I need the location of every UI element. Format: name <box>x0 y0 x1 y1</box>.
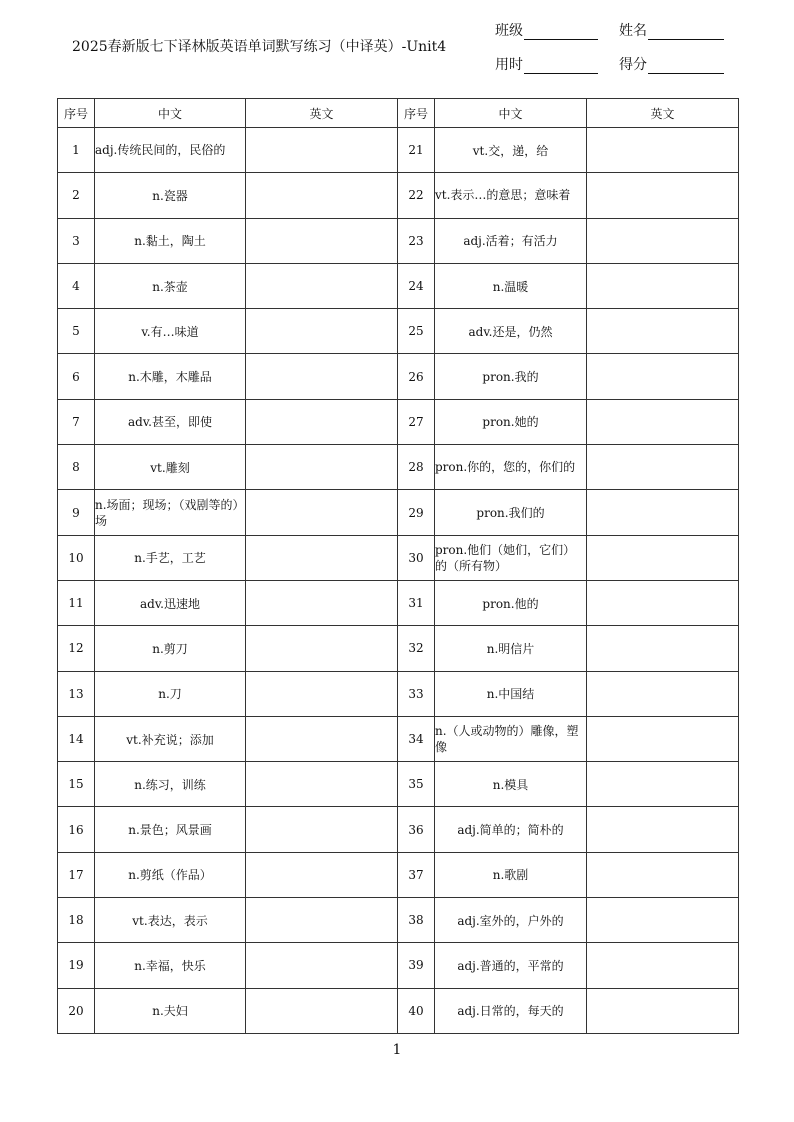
score-field[interactable] <box>619 54 724 74</box>
class-label: 班级 <box>495 23 523 39</box>
english-answer-cell[interactable] <box>587 490 739 535</box>
table-row <box>58 354 739 399</box>
chinese-meaning-cell: pron.我们的 <box>435 490 587 535</box>
number-cell: 21 <box>398 128 435 173</box>
number-cell: 34 <box>398 716 435 761</box>
chinese-meaning-cell: vt.表示…的意思；意味着 <box>435 173 587 218</box>
number-cell: 18 <box>58 898 95 943</box>
number-cell: 37 <box>398 852 435 897</box>
english-answer-cell[interactable] <box>246 762 398 807</box>
number-cell: 38 <box>398 898 435 943</box>
chinese-meaning-cell: n.模具 <box>435 762 587 807</box>
number-cell: 30 <box>398 535 435 580</box>
chinese-meaning-cell: pron.我的 <box>435 354 587 399</box>
header-chinese-left: 中文 <box>95 99 246 128</box>
chinese-meaning-cell: pron.他的 <box>435 580 587 625</box>
table-row <box>58 173 739 218</box>
table-row <box>58 580 739 625</box>
english-answer-cell[interactable] <box>587 354 739 399</box>
table-header-row <box>58 99 739 128</box>
table-row <box>58 399 739 444</box>
chinese-meaning-cell: n.刀 <box>95 671 246 716</box>
chinese-meaning-cell: n.瓷器 <box>95 173 246 218</box>
chinese-meaning-cell: n.剪纸（作品） <box>95 852 246 897</box>
number-cell: 1 <box>58 128 95 173</box>
english-answer-cell[interactable] <box>587 988 739 1033</box>
number-cell: 20 <box>58 988 95 1033</box>
score-label: 得分 <box>619 57 647 73</box>
vocabulary-table <box>57 98 739 1034</box>
english-answer-cell[interactable] <box>246 807 398 852</box>
table-row <box>58 626 739 671</box>
english-answer-cell[interactable] <box>246 490 398 535</box>
english-answer-cell[interactable] <box>246 852 398 897</box>
number-cell: 15 <box>58 762 95 807</box>
table-row <box>58 535 739 580</box>
chinese-meaning-cell: adj.日常的，每天的 <box>435 988 587 1033</box>
number-cell: 7 <box>58 399 95 444</box>
english-answer-cell[interactable] <box>587 218 739 263</box>
chinese-meaning-cell: adv.还是，仍然 <box>435 309 587 354</box>
english-answer-cell[interactable] <box>587 716 739 761</box>
chinese-meaning-cell: n.剪刀 <box>95 626 246 671</box>
chinese-meaning-cell: v.有…味道 <box>95 309 246 354</box>
number-cell: 23 <box>398 218 435 263</box>
table-row <box>58 263 739 308</box>
header-chinese-right: 中文 <box>435 99 587 128</box>
chinese-meaning-cell: adv.迅速地 <box>95 580 246 625</box>
table-row <box>58 490 739 535</box>
chinese-meaning-cell: adj.传统民间的，民俗的 <box>95 128 246 173</box>
header-english-left: 英文 <box>246 99 398 128</box>
english-answer-cell[interactable] <box>587 535 739 580</box>
chinese-meaning-cell: n.场面；现场；（戏剧等的）场 <box>95 490 246 535</box>
class-field[interactable] <box>495 20 598 40</box>
number-cell: 16 <box>58 807 95 852</box>
english-answer-cell[interactable] <box>246 626 398 671</box>
chinese-meaning-cell: vt.雕刻 <box>95 445 246 490</box>
english-answer-cell[interactable] <box>246 218 398 263</box>
number-cell: 10 <box>58 535 95 580</box>
english-answer-cell[interactable] <box>246 988 398 1033</box>
chinese-meaning-cell: n.（人或动物的）雕像，塑像 <box>435 716 587 761</box>
chinese-meaning-cell: n.温暖 <box>435 263 587 308</box>
chinese-meaning-cell: vt.补充说；添加 <box>95 716 246 761</box>
english-answer-cell[interactable] <box>246 580 398 625</box>
name-label: 姓名 <box>619 23 647 39</box>
chinese-meaning-cell: n.黏土，陶土 <box>95 218 246 263</box>
number-cell: 24 <box>398 263 435 308</box>
chinese-meaning-cell: adv.甚至，即使 <box>95 399 246 444</box>
table-body <box>58 128 739 1034</box>
chinese-meaning-cell: n.茶壶 <box>95 263 246 308</box>
number-cell: 22 <box>398 173 435 218</box>
table-row <box>58 807 739 852</box>
chinese-meaning-cell: pron.他们（她们，它们）的（所有物） <box>435 535 587 580</box>
table-row <box>58 716 739 761</box>
english-answer-cell[interactable] <box>587 263 739 308</box>
name-field[interactable] <box>619 20 724 40</box>
english-answer-cell[interactable] <box>587 580 739 625</box>
number-cell: 9 <box>58 490 95 535</box>
number-cell: 4 <box>58 263 95 308</box>
chinese-meaning-cell: n.夫妇 <box>95 988 246 1033</box>
number-cell: 33 <box>398 671 435 716</box>
table-row <box>58 671 739 716</box>
worksheet-title: 2025春新版七下译林版英语单词默写练习（中译英）-Unit4 <box>72 39 447 55</box>
number-cell: 39 <box>398 943 435 988</box>
chinese-meaning-cell: adj.简单的；简朴的 <box>435 807 587 852</box>
english-answer-cell[interactable] <box>246 445 398 490</box>
number-cell: 32 <box>398 626 435 671</box>
chinese-meaning-cell: n.明信片 <box>435 626 587 671</box>
number-cell: 25 <box>398 309 435 354</box>
number-cell: 13 <box>58 671 95 716</box>
english-answer-cell[interactable] <box>246 535 398 580</box>
chinese-meaning-cell: adj.室外的，户外的 <box>435 898 587 943</box>
number-cell: 26 <box>398 354 435 399</box>
number-cell: 36 <box>398 807 435 852</box>
number-cell: 14 <box>58 716 95 761</box>
table-row <box>58 128 739 173</box>
table-row <box>58 218 739 263</box>
table-row <box>58 309 739 354</box>
number-cell: 2 <box>58 173 95 218</box>
english-answer-cell[interactable] <box>587 309 739 354</box>
english-answer-cell[interactable] <box>587 399 739 444</box>
english-answer-cell[interactable] <box>246 943 398 988</box>
table-row <box>58 988 739 1033</box>
number-cell: 27 <box>398 399 435 444</box>
chinese-meaning-cell: pron.你的，您的，你们的 <box>435 445 587 490</box>
number-cell: 28 <box>398 445 435 490</box>
english-answer-cell[interactable] <box>246 898 398 943</box>
number-cell: 11 <box>58 580 95 625</box>
table-row <box>58 943 739 988</box>
chinese-meaning-cell: n.木雕，木雕品 <box>95 354 246 399</box>
english-answer-cell[interactable] <box>246 716 398 761</box>
english-answer-cell[interactable] <box>587 898 739 943</box>
english-answer-cell[interactable] <box>587 852 739 897</box>
chinese-meaning-cell: n.中国结 <box>435 671 587 716</box>
number-cell: 19 <box>58 943 95 988</box>
english-answer-cell[interactable] <box>246 263 398 308</box>
number-cell: 6 <box>58 354 95 399</box>
number-cell: 3 <box>58 218 95 263</box>
english-answer-cell[interactable] <box>587 626 739 671</box>
time-blank-line[interactable] <box>524 59 598 74</box>
page-number: 1 <box>392 1042 402 1058</box>
english-answer-cell[interactable] <box>587 173 739 218</box>
number-cell: 12 <box>58 626 95 671</box>
number-cell: 8 <box>58 445 95 490</box>
english-answer-cell[interactable] <box>587 445 739 490</box>
time-field[interactable] <box>495 54 598 74</box>
chinese-meaning-cell: n.练习，训练 <box>95 762 246 807</box>
table-row <box>58 445 739 490</box>
header-number-left: 序号 <box>58 99 95 128</box>
header-number-right: 序号 <box>398 99 435 128</box>
number-cell: 31 <box>398 580 435 625</box>
table-row <box>58 762 739 807</box>
chinese-meaning-cell: n.手艺，工艺 <box>95 535 246 580</box>
english-answer-cell[interactable] <box>246 399 398 444</box>
english-answer-cell[interactable] <box>246 309 398 354</box>
chinese-meaning-cell: adj.活着；有活力 <box>435 218 587 263</box>
number-cell: 29 <box>398 490 435 535</box>
chinese-meaning-cell: vt.表达，表示 <box>95 898 246 943</box>
chinese-meaning-cell: n.景色；风景画 <box>95 807 246 852</box>
chinese-meaning-cell: vt.交，递，给 <box>435 128 587 173</box>
chinese-meaning-cell: n.幸福，快乐 <box>95 943 246 988</box>
chinese-meaning-cell: n.歌剧 <box>435 852 587 897</box>
english-answer-cell[interactable] <box>587 762 739 807</box>
class-blank-line[interactable] <box>524 25 598 40</box>
english-answer-cell[interactable] <box>587 671 739 716</box>
number-cell: 17 <box>58 852 95 897</box>
header-english-right: 英文 <box>587 99 739 128</box>
english-answer-cell[interactable] <box>246 173 398 218</box>
name-blank-line[interactable] <box>648 25 724 40</box>
english-answer-cell[interactable] <box>246 354 398 399</box>
chinese-meaning-cell: pron.她的 <box>435 399 587 444</box>
number-cell: 35 <box>398 762 435 807</box>
english-answer-cell[interactable] <box>587 128 739 173</box>
table-row <box>58 852 739 897</box>
score-blank-line[interactable] <box>648 59 724 74</box>
chinese-meaning-cell: adj.普通的，平常的 <box>435 943 587 988</box>
english-answer-cell[interactable] <box>246 671 398 716</box>
english-answer-cell[interactable] <box>587 943 739 988</box>
number-cell: 5 <box>58 309 95 354</box>
number-cell: 40 <box>398 988 435 1033</box>
time-label: 用时 <box>495 57 523 73</box>
english-answer-cell[interactable] <box>246 128 398 173</box>
table-row <box>58 898 739 943</box>
english-answer-cell[interactable] <box>587 807 739 852</box>
